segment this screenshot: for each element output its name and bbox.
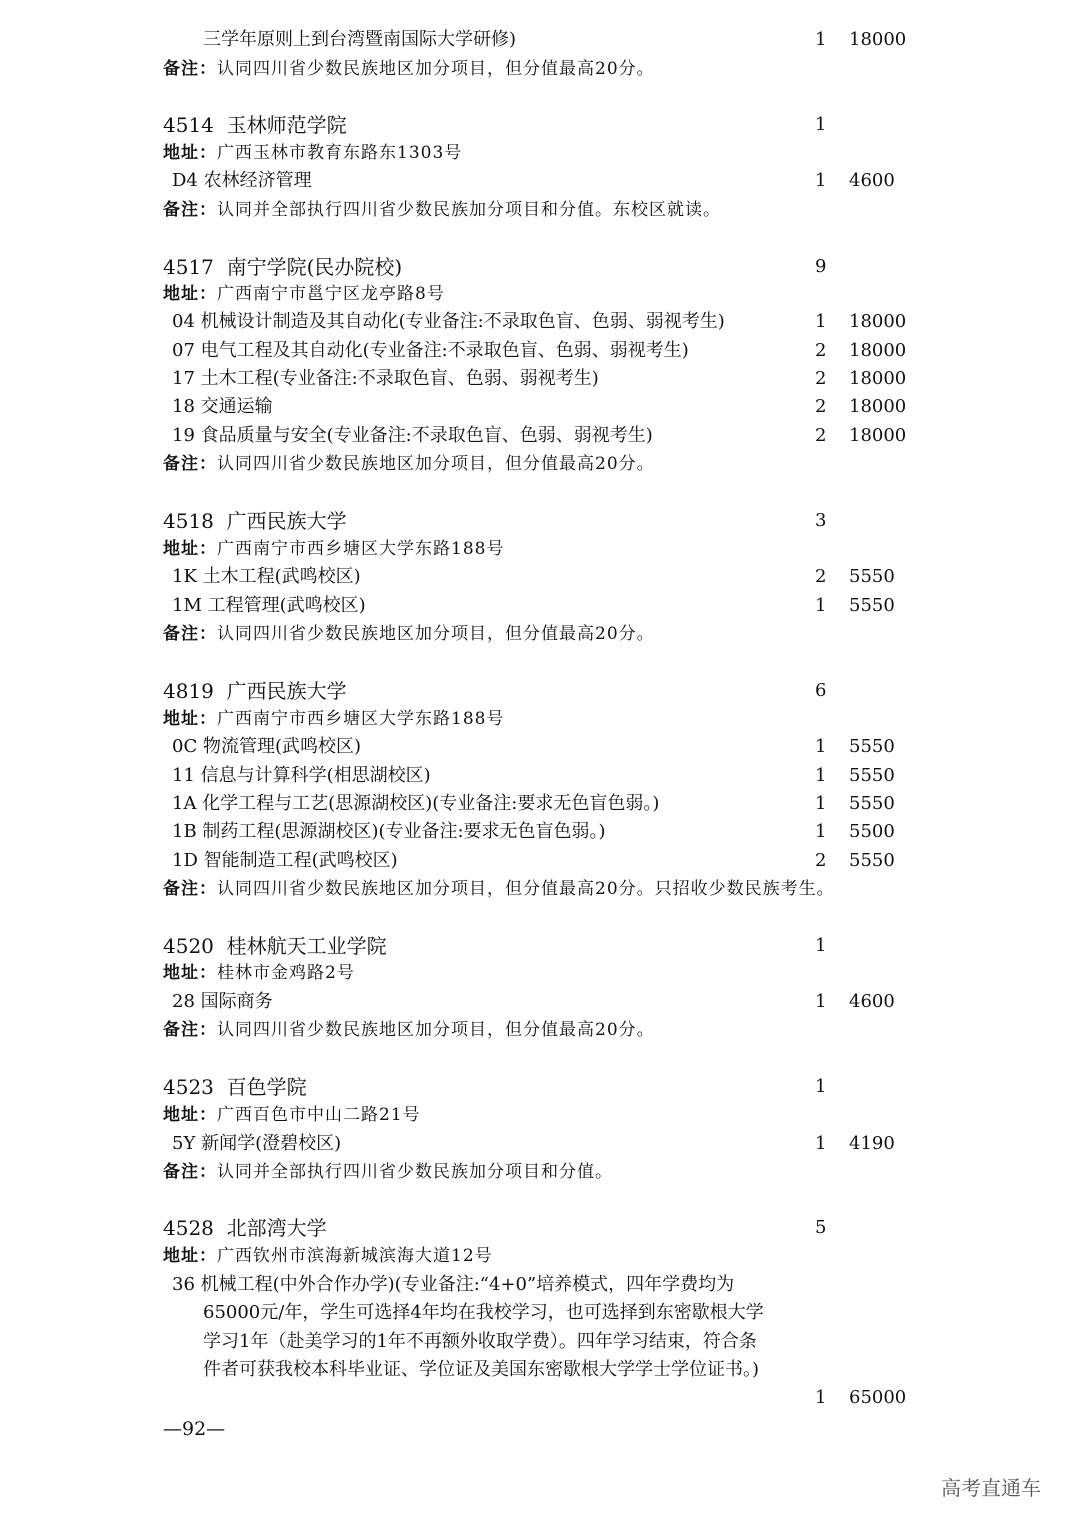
major-code: 07 [172, 340, 195, 361]
school-header [0, 253, 1080, 281]
major-fee: 5550 [849, 566, 895, 587]
major-row [0, 1271, 1080, 1299]
major-count: 1 [815, 991, 827, 1012]
school-total: 9 [815, 256, 827, 277]
major-code: 28 [172, 991, 195, 1012]
note-label: 备注： [163, 200, 217, 220]
major-fee: 18000 [849, 425, 907, 446]
address-label: 地址： [163, 539, 217, 559]
school-name: 百色学院 [226, 1075, 307, 1099]
address-text: 广西百色市中山二路21号 [217, 1105, 421, 1125]
major-row [0, 592, 1080, 620]
school-total: 6 [815, 680, 827, 701]
address-text: 广西玉林市教育东路东1303号 [217, 143, 463, 163]
major-fee: 5550 [849, 736, 895, 757]
note-row [0, 55, 1080, 83]
major-fee: 65000 [849, 1387, 907, 1408]
major-name-line: 学习1年（赴美学习的1年不再额外收取学费）。四年学习结束，符合条 [203, 1331, 757, 1352]
major-code: 1B [172, 821, 197, 842]
major-row-continued [0, 1356, 1080, 1384]
major-row-values [0, 1384, 1080, 1412]
school-code: 4528 [163, 1216, 214, 1240]
major-count: 1 [815, 793, 827, 814]
major-row-continued [0, 1299, 1080, 1327]
school-name: 南宁学院(民办院校) [226, 255, 403, 279]
major-code: 1M [172, 595, 202, 616]
note-row [0, 875, 1080, 903]
major-name: 电气工程及其自动化(专业备注:不录取色盲、色弱、弱视考生) [200, 340, 689, 361]
note-text: 认同并全部执行四川省少数民族加分项目和分值。东校区就读。 [217, 200, 721, 220]
major-row [0, 733, 1080, 761]
address-text: 桂林市金鸡路2号 [217, 963, 355, 983]
address-text: 广西南宁市西乡塘区大学东路188号 [217, 709, 505, 729]
major-code: 36 [172, 1274, 195, 1295]
school-header [0, 932, 1080, 960]
address-row [0, 1101, 1080, 1129]
major-row [0, 422, 1080, 450]
major-count: 1 [815, 1387, 827, 1408]
major-row [0, 393, 1080, 421]
address-text: 广西钦州市滨海新城滨海大道12号 [217, 1246, 493, 1266]
major-row [0, 988, 1080, 1016]
watermark: 高考直通车 [941, 1476, 1041, 1500]
major-name: 土木工程(专业备注:不录取色盲、色弱、弱视考生) [200, 368, 599, 389]
address-label: 地址： [163, 1105, 217, 1125]
note-label: 备注： [163, 879, 217, 899]
note-text: 认同并全部执行四川省少数民族加分项目和分值。 [217, 1162, 613, 1182]
school-name: 广西民族大学 [226, 679, 347, 703]
school-name: 广西民族大学 [226, 509, 347, 533]
major-name: 制药工程(思源湖校区)(专业备注:要求无色盲色弱。) [202, 821, 606, 842]
major-name-line: 65000元/年，学生可选择4年均在我校学习，也可选择到东密歇根大学 [203, 1302, 764, 1323]
school-code: 4523 [163, 1075, 214, 1099]
address-label: 地址： [163, 1246, 217, 1266]
major-code: 1D [172, 850, 198, 871]
major-count: 2 [815, 396, 827, 417]
major-name: 工程管理(武鸣校区) [207, 595, 366, 616]
address-text: 广西南宁市西乡塘区大学东路188号 [217, 539, 505, 559]
address-row [0, 959, 1080, 987]
major-count: 2 [815, 425, 827, 446]
major-fee: 4190 [849, 1133, 895, 1154]
page-number: —92— [163, 1418, 226, 1440]
note-text: 认同四川省少数民族地区加分项目，但分值最高20分。 [217, 454, 655, 474]
major-row [0, 308, 1080, 336]
major-count: 1 [815, 765, 827, 786]
school-header [0, 507, 1080, 535]
school-name: 玉林师范学院 [226, 113, 347, 137]
major-row [0, 790, 1080, 818]
major-row [0, 337, 1080, 365]
major-name: 新闻学(澄碧校区) [201, 1133, 342, 1154]
school-total: 3 [815, 510, 827, 531]
major-count: 1 [815, 1133, 827, 1154]
major-name-line: 件者可获我校本科毕业证、学位证及美国东密歇根大学学士学位证书。) [203, 1359, 760, 1380]
school-name: 桂林航天工业学院 [226, 934, 387, 958]
major-row [0, 1130, 1080, 1158]
major-code: 04 [172, 311, 195, 332]
major-name: 土木工程(武鸣校区) [202, 566, 361, 587]
major-fee: 5550 [849, 595, 895, 616]
major-count: 1 [815, 311, 827, 332]
major-row-continued [0, 1328, 1080, 1356]
major-row [0, 365, 1080, 393]
address-row [0, 139, 1080, 167]
note-label: 备注： [163, 624, 217, 644]
address-label: 地址： [163, 284, 217, 304]
note-row [0, 1016, 1080, 1044]
major-row [0, 818, 1080, 846]
major-fee: 18000 [849, 29, 907, 50]
school-header [0, 677, 1080, 705]
note-label: 备注： [163, 1020, 217, 1040]
school-header [0, 1214, 1080, 1242]
school-header [0, 111, 1080, 139]
major-count: 1 [815, 29, 827, 50]
school-name: 北部湾大学 [226, 1216, 327, 1240]
major-count: 2 [815, 850, 827, 871]
major-fee: 5550 [849, 765, 895, 786]
address-row [0, 280, 1080, 308]
major-code: 11 [172, 765, 195, 786]
major-fee: 4600 [849, 170, 895, 191]
major-row [0, 847, 1080, 875]
school-total: 1 [815, 114, 827, 135]
major-count: 1 [815, 170, 827, 191]
note-row [0, 196, 1080, 224]
school-total: 1 [815, 1076, 827, 1097]
major-row [0, 26, 1080, 54]
major-code: 19 [172, 425, 195, 446]
major-name-continued: 三学年原则上到台湾暨南国际大学研修) [203, 29, 517, 50]
major-fee: 18000 [849, 396, 907, 417]
school-code: 4520 [163, 934, 214, 958]
major-name: 机械设计制造及其自动化(专业备注:不录取色盲、色弱、弱视考生) [200, 311, 725, 332]
major-code: D4 [172, 170, 198, 191]
major-name: 信息与计算科学(相思湖校区) [200, 765, 431, 786]
address-label: 地址： [163, 963, 217, 983]
major-name: 国际商务 [200, 991, 273, 1012]
major-count: 2 [815, 368, 827, 389]
note-row [0, 1158, 1080, 1186]
major-fee: 18000 [849, 368, 907, 389]
note-row [0, 450, 1080, 478]
major-code: 1A [172, 793, 197, 814]
school-total: 1 [815, 935, 827, 956]
school-header [0, 1073, 1080, 1101]
major-name: 化学工程与工艺(思源湖校区)(专业备注:要求无色盲色弱。) [202, 793, 660, 814]
major-count: 2 [815, 340, 827, 361]
major-name: 智能制造工程(武鸣校区) [203, 850, 398, 871]
major-name: 食品质量与安全(专业备注:不录取色盲、色弱、弱视考生) [200, 425, 653, 446]
major-fee: 5550 [849, 793, 895, 814]
major-fee: 4600 [849, 991, 895, 1012]
note-label: 备注： [163, 454, 217, 474]
note-row [0, 620, 1080, 648]
school-code: 4518 [163, 509, 214, 533]
note-text: 认同四川省少数民族地区加分项目，但分值最高20分。只招收少数民族考生。 [217, 879, 835, 899]
major-count: 1 [815, 736, 827, 757]
major-fee: 18000 [849, 340, 907, 361]
note-label: 备注： [163, 1162, 217, 1182]
major-name: 交通运输 [200, 396, 273, 417]
major-name-line: 机械工程(中外合作办学)(专业备注:“4+0”培养模式，四年学费均为 [200, 1274, 735, 1295]
address-row [0, 535, 1080, 563]
address-text: 广西南宁市邕宁区龙亭路8号 [217, 284, 445, 304]
major-fee: 18000 [849, 311, 907, 332]
major-row [0, 762, 1080, 790]
major-code: 5Y [172, 1133, 196, 1154]
major-code: 18 [172, 396, 195, 417]
major-code: 17 [172, 368, 195, 389]
major-count: 1 [815, 821, 827, 842]
school-total: 5 [815, 1217, 827, 1238]
note-label: 备注： [163, 59, 217, 79]
note-text: 认同四川省少数民族地区加分项目，但分值最高20分。 [217, 1020, 655, 1040]
major-count: 2 [815, 566, 827, 587]
address-label: 地址： [163, 143, 217, 163]
major-name: 农林经济管理 [203, 170, 312, 191]
note-text: 认同四川省少数民族地区加分项目，但分值最高20分。 [217, 59, 655, 79]
major-fee: 5500 [849, 821, 895, 842]
school-code: 4819 [163, 679, 214, 703]
major-row [0, 563, 1080, 591]
major-code: 0C [172, 736, 198, 757]
major-code: 1K [172, 566, 197, 587]
major-fee: 5550 [849, 850, 895, 871]
note-text: 认同四川省少数民族地区加分项目，但分值最高20分。 [217, 624, 655, 644]
address-label: 地址： [163, 709, 217, 729]
address-row [0, 1242, 1080, 1270]
major-count: 1 [815, 595, 827, 616]
address-row [0, 705, 1080, 733]
major-row [0, 167, 1080, 195]
major-name: 物流管理(武鸣校区) [202, 736, 362, 757]
school-code: 4514 [163, 113, 214, 137]
school-code: 4517 [163, 255, 214, 279]
